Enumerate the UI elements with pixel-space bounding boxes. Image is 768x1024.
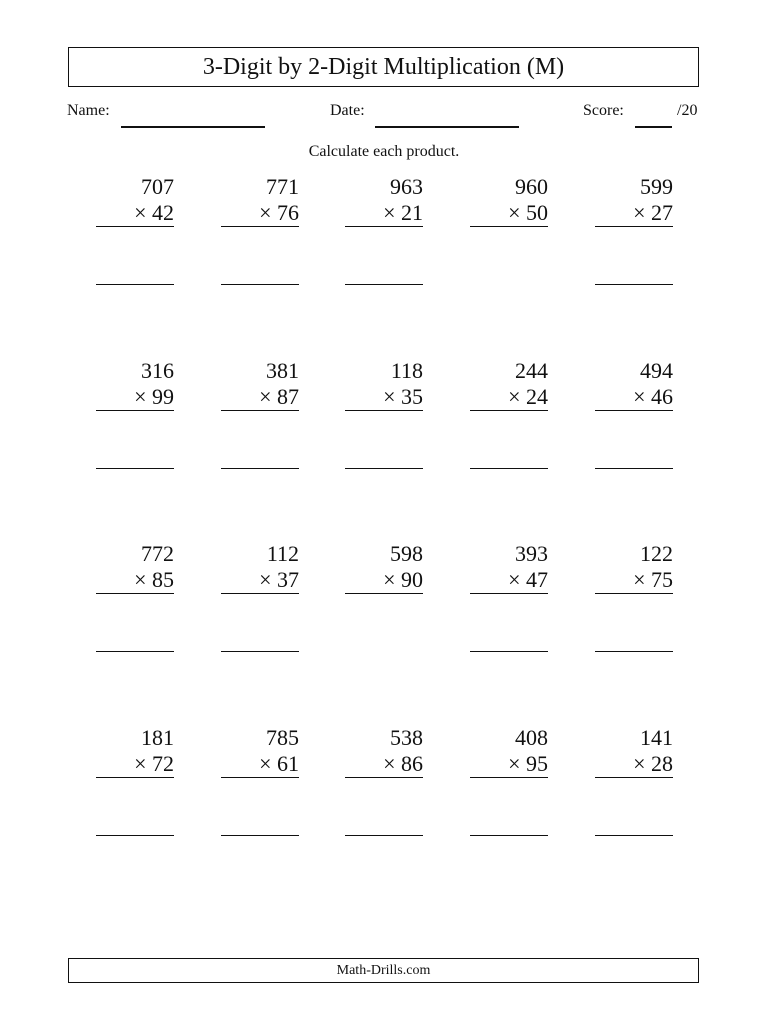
problem-5 [595,174,673,227]
problem-20 [595,725,673,778]
answer-line [470,835,548,836]
answer-line [221,468,299,469]
date-answer-line [375,126,519,128]
multiplier: × 95 [470,751,548,778]
problem-17 [221,725,299,778]
problem-1 [96,174,174,227]
multiplicand: 316 [141,358,174,383]
problem-6 [96,358,174,411]
answer-line [595,468,673,469]
answer-line [345,468,423,469]
multiplier: × 27 [595,200,673,227]
multiplier: × 76 [221,200,299,227]
answer-line [345,284,423,285]
multiplicand: 118 [390,358,423,383]
multiplicand: 707 [141,174,174,199]
multiplicand: 122 [640,541,673,566]
multiplicand: 772 [141,541,174,566]
name-label: Name: [67,102,110,119]
multiplicand: 771 [266,174,299,199]
problem-7 [221,358,299,411]
multiplicand: 381 [266,358,299,383]
answer-line [96,284,174,285]
multiplier: × 21 [345,200,423,227]
multiplier: × 99 [96,384,174,411]
multiplicand: 494 [640,358,673,383]
multiplier: × 47 [470,567,548,594]
multiplicand: 112 [266,541,299,566]
problem-19 [470,725,548,778]
problem-18 [345,725,423,778]
answer-line [221,835,299,836]
answer-line [470,468,548,469]
answer-line [221,284,299,285]
multiplicand: 960 [515,174,548,199]
problem-3 [345,174,423,227]
answer-line [221,651,299,652]
multiplier: × 61 [221,751,299,778]
answer-line [96,651,174,652]
problem-15 [595,541,673,594]
multiplier: × 50 [470,200,548,227]
score-answer-line [635,126,672,128]
footer-credit: Math-Drills.com [68,958,699,983]
answer-line [96,468,174,469]
multiplicand: 141 [640,725,673,750]
multiplier: × 42 [96,200,174,227]
multiplier: × 35 [345,384,423,411]
multiplicand: 598 [390,541,423,566]
worksheet-title: 3-Digit by 2-Digit Multiplication (M) [68,47,699,87]
multiplier: × 90 [345,567,423,594]
multiplier: × 37 [221,567,299,594]
answer-line [595,651,673,652]
multiplier: × 85 [96,567,174,594]
multiplier: × 75 [595,567,673,594]
multiplier: × 24 [470,384,548,411]
answer-line [345,835,423,836]
problem-16 [96,725,174,778]
multiplier: × 87 [221,384,299,411]
multiplier: × 72 [96,751,174,778]
problem-11 [96,541,174,594]
multiplicand: 181 [141,725,174,750]
problem-8 [345,358,423,411]
answer-line [96,835,174,836]
problem-4 [470,174,548,227]
answer-line [470,651,548,652]
problem-10 [595,358,673,411]
problem-13 [345,541,423,594]
problem-12 [221,541,299,594]
problem-2 [221,174,299,227]
multiplicand: 408 [515,725,548,750]
multiplier: × 86 [345,751,423,778]
problem-14 [470,541,548,594]
score-label: Score: [583,102,624,119]
date-label: Date: [330,102,365,119]
multiplicand: 785 [266,725,299,750]
multiplier: × 28 [595,751,673,778]
multiplicand: 538 [390,725,423,750]
multiplicand: 599 [640,174,673,199]
instructions: Calculate each product. [308,143,460,160]
multiplicand: 244 [515,358,548,383]
multiplicand: 393 [515,541,548,566]
answer-line [595,284,673,285]
name-answer-line [121,126,265,128]
problem-9 [470,358,548,411]
answer-line [595,835,673,836]
multiplier: × 46 [595,384,673,411]
score-total: /20 [677,102,698,119]
multiplicand: 963 [390,174,423,199]
